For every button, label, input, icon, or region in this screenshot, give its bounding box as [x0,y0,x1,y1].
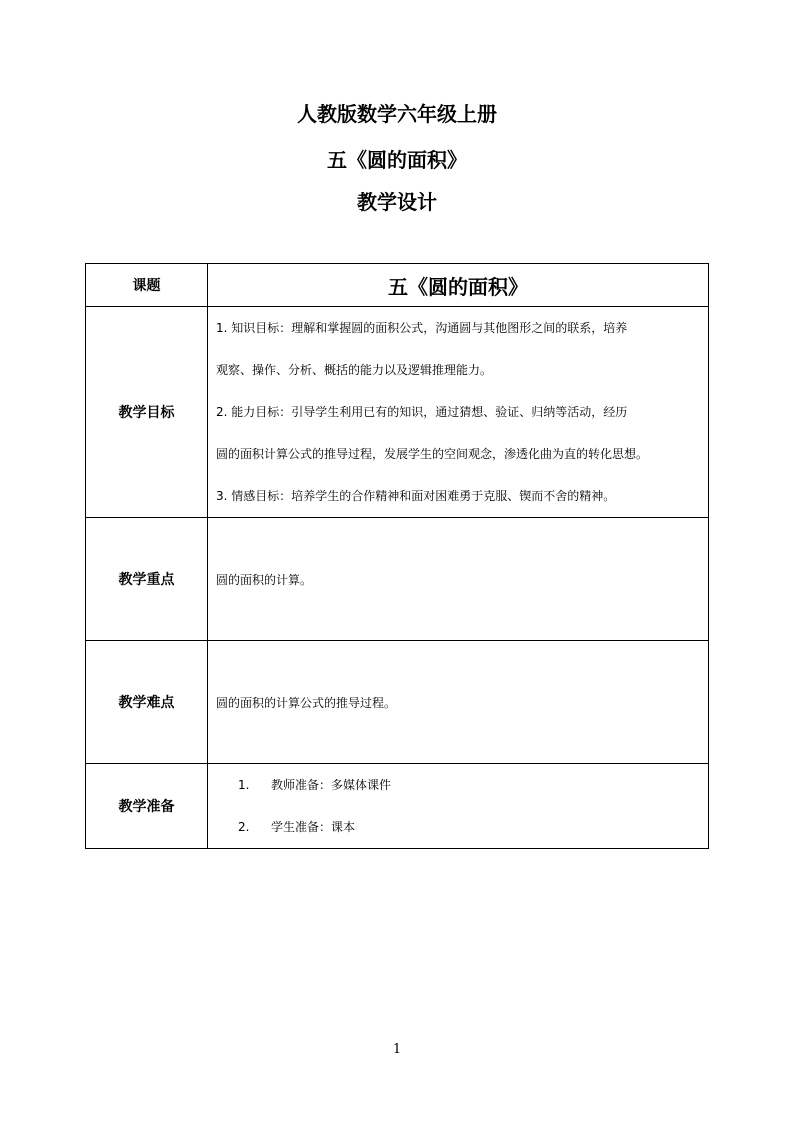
preparation-label: 教学准备 [86,764,208,849]
page-number: 1 [392,1042,402,1057]
difficulty-label: 教学难点 [86,641,208,764]
goals-label: 教学目标 [86,307,208,518]
table-row-difficulty [86,641,709,764]
list-text: 教师准备：多媒体课件 [271,778,392,792]
difficulty-content [208,641,709,764]
lesson-plan-table [85,263,709,849]
title-line-1: 人教版数学六年级上册 [297,102,497,126]
list-number: 1. [238,778,250,792]
title-line-2: 五《圆的面积》 [327,148,467,172]
key-point-text: 圆的面积的计算。 [216,572,313,587]
goal-line: 3. 情感目标：培养学生的合作精神和面对困难勇于克服、锲而不舍的精神。 [216,489,616,503]
table-row-goals [86,307,709,518]
key-point-label: 教学重点 [86,518,208,641]
list-text: 学生准备：课本 [271,820,356,834]
goals-content [208,307,709,518]
goal-line: 圆的面积计算公式的推导过程，发展学生的空间观念，渗透化曲为直的转化思想。 [216,447,649,461]
key-point-content [208,518,709,641]
list-item [208,764,708,806]
goal-line: 2. 能力目标：引导学生利用已有的知识，通过猜想、验证、归纳等活动，经历 [216,405,628,419]
goal-line: 观察、操作、分析、概括的能力以及逻辑推理能力。 [216,363,493,377]
topic-value: 五《圆的面积》 [208,264,709,307]
topic-label: 课题 [86,264,208,307]
table-row-topic [86,264,709,307]
list-item [208,806,708,848]
list-number: 2. [238,820,250,834]
table-row-preparation [86,764,709,849]
preparation-content [208,764,709,849]
difficulty-text: 圆的面积的计算公式的推导过程。 [216,695,397,710]
goal-line: 1. 知识目标：理解和掌握圆的面积公式，沟通圆与其他图形之间的联系，培养 [216,321,628,335]
table-row-key-point [86,518,709,641]
title-line-3: 教学设计 [357,190,437,214]
